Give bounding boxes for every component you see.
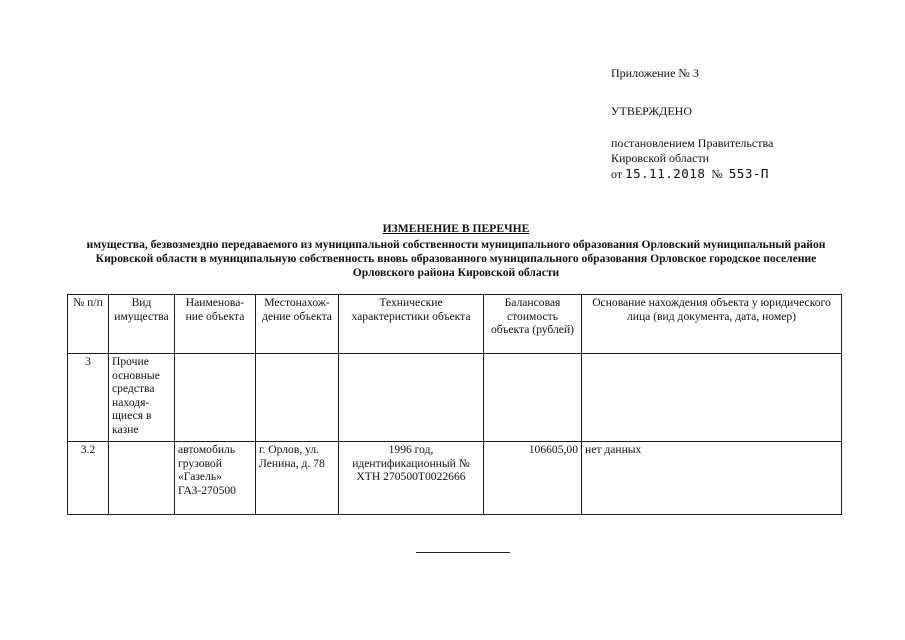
cell-specs — [339, 354, 484, 442]
cell-basis: нет данных — [582, 442, 842, 515]
header-cell-name: Наименова-ние объекта — [175, 295, 256, 354]
cell-location — [256, 354, 339, 442]
decree-line-2: Кировской области — [611, 151, 710, 165]
cell-type: Прочие основные средства находя-щиеся в казне — [109, 354, 175, 442]
cell-value — [484, 354, 582, 442]
cell-value: 106605,00 — [484, 442, 582, 515]
decree-date: 15.11.2018 — [625, 166, 706, 181]
cell-name — [175, 354, 256, 442]
decree-reference — [611, 136, 881, 182]
title-main: ИЗМЕНЕНИЕ В ПЕРЕЧНЕ — [382, 222, 530, 235]
header-cell-basis: Основание нахождения объекта у юридического лица (вид документа, дата, номер) — [582, 295, 842, 354]
cell-location: г. Орлов, ул. Ленина, д. 78 — [256, 442, 339, 515]
cell-number: 3.2 — [68, 442, 109, 515]
header-cell-number: № п/п — [68, 295, 109, 354]
header-cell-type: Вид имущества — [109, 295, 175, 354]
decree-number-sign: № — [711, 167, 723, 181]
decree-number: 553-П — [728, 166, 769, 181]
cell-name: автомобиль грузовой «Газель» ГАЗ-270500 — [175, 442, 256, 515]
decree-line-1: постановлением Правительства — [611, 136, 774, 150]
title-subtitle: имущества, безвозмездно передаваемого из муниципальной собственности муниципального образования Орловский муниципальный район Кировской области в муниципальную собственность вновь образованного муниципального образования Орловское городское поселение Орловского района Кировской области — [86, 238, 826, 279]
approval-header — [611, 66, 881, 182]
table-row — [68, 354, 842, 442]
decree-number-line — [611, 167, 769, 181]
closing-rule — [416, 552, 510, 553]
header-cell-location: Местонахож-дение объекта — [256, 295, 339, 354]
header-cell-value: Балансовая стоимость объекта (рублей) — [484, 295, 582, 354]
appendix-number: Приложение № 3 — [611, 66, 699, 80]
cell-type — [109, 442, 175, 515]
header-cell-specs: Технические характеристики объекта — [339, 295, 484, 354]
document-title — [70, 222, 842, 280]
decree-prefix: от — [611, 167, 623, 181]
table-row — [68, 442, 842, 515]
property-table — [67, 294, 842, 515]
cell-number: 3 — [68, 354, 109, 442]
cell-basis — [582, 354, 842, 442]
approved-stamp-text: УТВЕРЖДЕНО — [611, 104, 693, 118]
cell-specs: 1996 год, идентификационный № XTH 270500T0022666 — [339, 442, 484, 515]
table-header-row — [68, 295, 842, 354]
